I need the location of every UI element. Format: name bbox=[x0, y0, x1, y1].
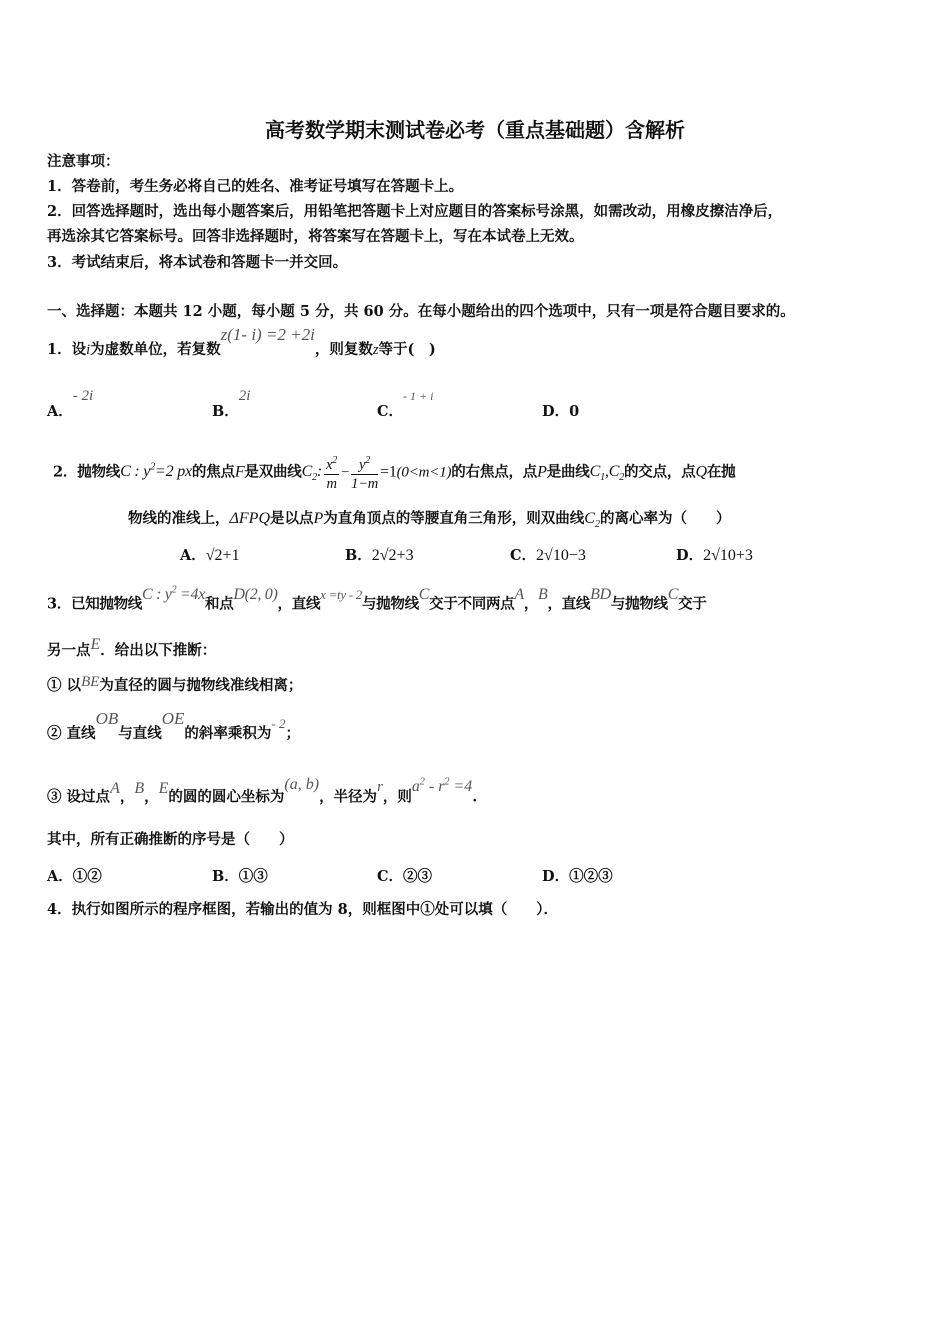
question-3-line-2: 另一点E．给出以下推断： bbox=[47, 636, 217, 659]
question-2-line-1: 2．抛物线C : $y^2=2$ px的焦点F是双曲线$C_2$: $\frac{x^2}{m}$ − $\frac{y^2}{1-m}$ =1(0<m<1)的右焦点，点P是曲线$C_1,C_2$的交点，点Q在抛 bbox=[53, 448, 735, 499]
q3-option-b[interactable]: B．①③ bbox=[212, 868, 268, 885]
notice-item: 2．回答选择题时，选出每小题答案后，用铅笔把答题卡上对应题目的答案标号涂黑，如需改动，用橡皮擦洁净后， bbox=[47, 203, 783, 220]
q1-formula: z(1- i) =2 +2i bbox=[220, 325, 315, 344]
q2-option-c[interactable]: C．2√10−3 bbox=[510, 547, 586, 564]
q3-option-d[interactable]: D．①②③ bbox=[542, 868, 613, 885]
q1-option-d[interactable]: D．0 bbox=[542, 403, 580, 420]
q1-option-b[interactable]: B．2i bbox=[212, 388, 251, 420]
q3-option-a[interactable]: A．①② bbox=[47, 868, 102, 885]
q2-option-d[interactable]: D．2√10+3 bbox=[676, 547, 753, 564]
q2-option-a[interactable]: A．√2+1 bbox=[180, 547, 240, 564]
question-1: 1．设i为虚数单位，若复数z(1- i) =2 +2i，则复数z等于( ) bbox=[47, 325, 436, 358]
question-2-line-2: 物线的准线上，ΔFPQ是以点P为直角顶点的等腰直角三角形，则双曲线$C_2$的离心率为（ ） bbox=[128, 510, 731, 531]
q3-question: 其中，所有正确推断的序号是（ ） bbox=[47, 831, 294, 848]
q3-statement-2: ② 直线OB与直线OE的斜率乘积为- 2； bbox=[47, 709, 300, 742]
q2-option-b[interactable]: B．2√2+3 bbox=[345, 547, 414, 564]
q1-option-c[interactable]: C．- 1 + i bbox=[377, 389, 434, 420]
q1-option-a[interactable]: A．- 2i bbox=[47, 388, 94, 420]
notice-item: 1．答卷前，考生务必将自己的姓名、准考证号填写在答题卡上。 bbox=[47, 178, 464, 195]
q3-option-c[interactable]: C．②③ bbox=[377, 868, 433, 885]
section-heading: 一、选择题：本题共 12 小题，每小题 5 分，共 60 分。在每小题给出的四个选项中，只有一项是符合题目要求的。 bbox=[47, 303, 795, 320]
notice-heading: 注意事项： bbox=[47, 153, 120, 170]
q3-statement-1: ① 以BE为直径的圆与抛物线准线相离； bbox=[47, 674, 303, 694]
notice-item: 再选涂其它答案标号。回答非选择题时，将答案写在答题卡上，写在本试卷上无效。 bbox=[47, 228, 584, 245]
page-title: 高考数学期末测试卷必考（重点基础题）含解析 bbox=[265, 118, 685, 142]
question-3-line-1: 3．已知抛物线C : $y^2 =4x$和点D(2, 0)，直线x =ty - 2与抛物线C交于不同两点A，B，直线BD与抛物线C交于 bbox=[47, 585, 707, 613]
notice-item: 3．考试结束后，将本试卷和答题卡一并交回。 bbox=[47, 254, 348, 271]
question-4: 4．执行如图所示的程序框图，若输出的值为 8，则框图中①处可以填（ ）． bbox=[47, 901, 558, 918]
q3-statement-3: ③ 设过点A，B，E的圆的圆心坐标为(a, b)，半径为r，则$a^2 - r^2 =4$. bbox=[47, 776, 478, 806]
